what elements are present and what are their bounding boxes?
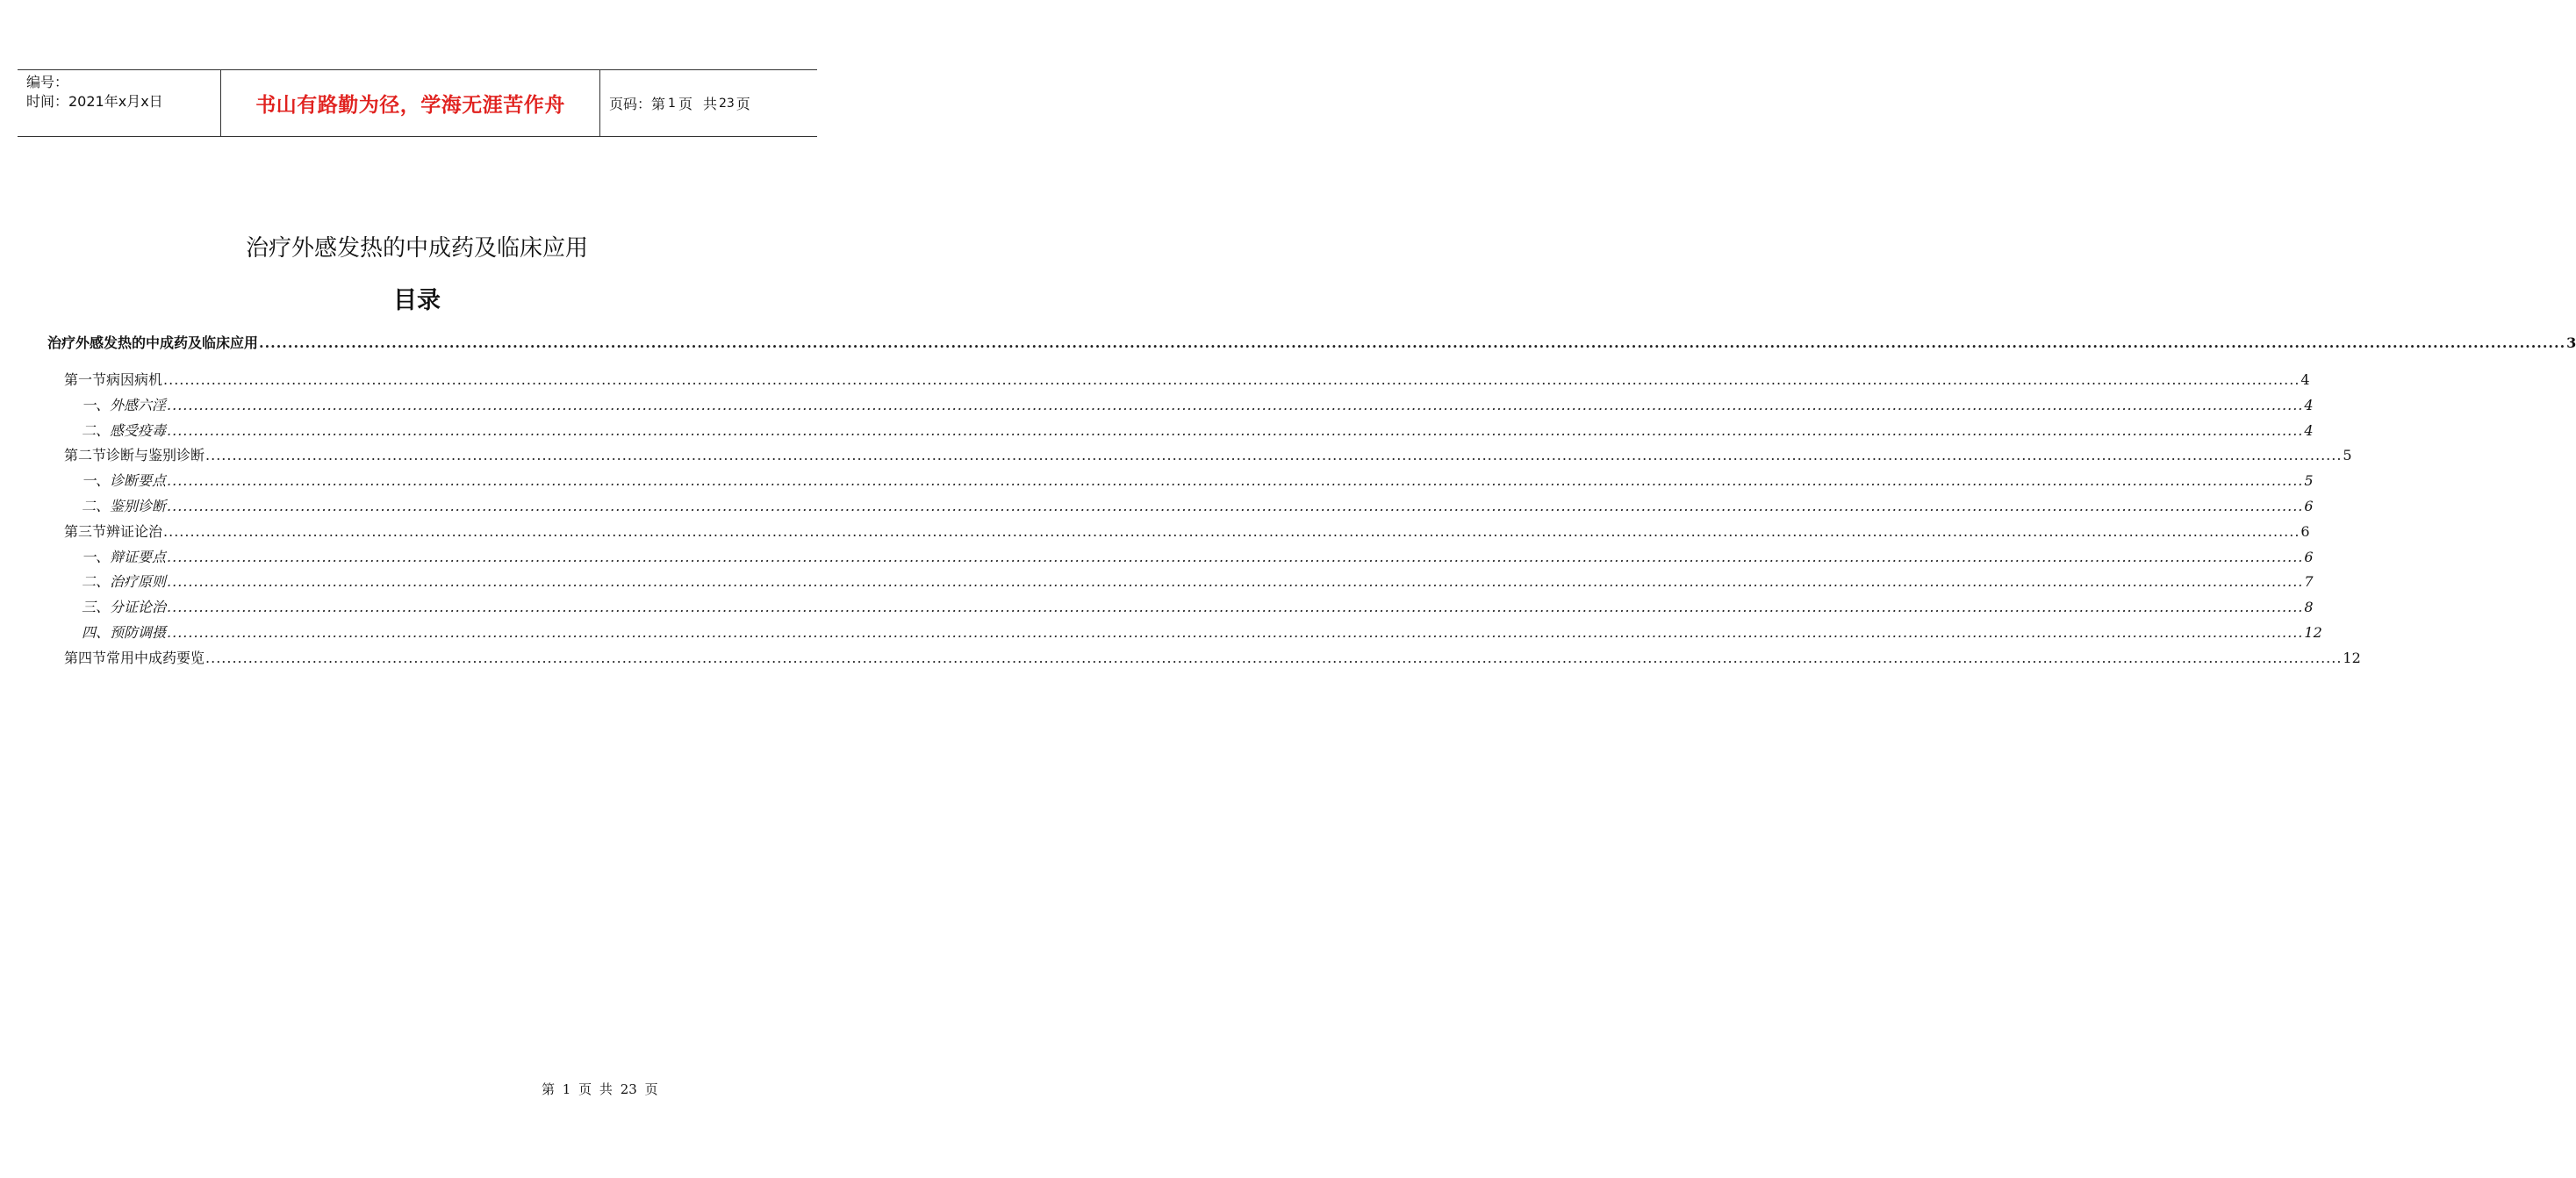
toc-leader-dots: ................................................................................................................................................................................................................................................................................................................................................................................................................ [167,396,2304,413]
page-suffix: 页 [735,96,750,112]
toc-entry-title: 常用中成药要览 [106,649,205,666]
toc-page-number: 6 [2300,522,2310,540]
toc-entry-label: 一、诊断要点 [82,472,167,490]
toc-entry-label: 一、辩证要点 [82,548,167,565]
toc-page-number: 3 [2566,334,2576,351]
page-header [18,69,817,137]
header-meta [18,70,221,136]
toc-leader-dots: ................................................................................................................................................................................................................................................................................................................................................................................................................ [205,649,2343,666]
toc-entry[interactable] [47,621,2322,647]
toc-page-number: 4 [2304,421,2314,439]
toc-leader-dots: ................................................................................................................................................................................................................................................................................................................................................................................................................ [167,599,2304,616]
page-mid: 页 [678,96,692,112]
page-current: 1 [668,96,676,111]
toc-entry[interactable] [47,546,2314,571]
table-of-contents [47,332,2576,672]
toc-leader-dots: ................................................................................................................................................................................................................................................................................................................................................................................................................ [167,573,2304,591]
toc-leader-dots: ................................................................................................................................................................................................................................................................................................................................................................................................................ [167,623,2304,641]
toc-entry-title: 病因病机 [106,371,163,388]
toc-entry[interactable] [47,470,2314,495]
toc-leader-dots: ................................................................................................................................................................................................................................................................................................................................................................................................................ [167,472,2304,490]
time-label: 时间：2021年x月x日 [26,93,163,110]
toc-entry[interactable] [47,647,2361,672]
toc-entry-label: 一、外感六淫 [82,396,167,413]
toc-page-number: 12 [2343,649,2361,666]
toc-entry[interactable] [47,444,2352,470]
toc-entry[interactable] [47,394,2314,420]
toc-leader-dots: ................................................................................................................................................................................................................................................................................................................................................................................................................ [163,371,2300,388]
page-total: 23 [718,96,735,111]
toc-entry[interactable] [47,332,2576,369]
toc-entry[interactable] [47,571,2314,596]
header-motto-cell [221,70,600,136]
footer-prefix: 第 [542,1081,556,1097]
toc-leader-dots: ................................................................................................................................................................................................................................................................................................................................................................................................................ [259,334,2566,351]
toc-entry-label: 二、感受疫毒 [82,421,167,439]
toc-page-number: 4 [2304,396,2314,413]
footer-mid: 页 [578,1081,592,1097]
toc-entry[interactable] [47,596,2314,621]
toc-page-number: 5 [2304,472,2314,490]
toc-page-number: 7 [2304,573,2314,591]
toc-leader-dots: ................................................................................................................................................................................................................................................................................................................................................................................................................ [167,421,2304,439]
toc-entry-label: 治疗外感发热的中成药及临床应用 [47,334,259,351]
toc-heading: 目录 [393,287,441,314]
footer-total: 23 [620,1081,637,1097]
toc-entry-label: 三、分证论治 [82,599,167,616]
toc-page-number: 6 [2304,548,2314,565]
toc-entry-label: 第四节 [64,649,107,666]
page-footer [542,1080,658,1098]
toc-entry[interactable] [47,495,2314,521]
toc-page-number: 5 [2343,447,2352,464]
toc-entry-label: 四、预防调摄 [82,623,167,641]
motto-text: 书山有路勤为径，学海无涯苦作舟 [255,93,565,117]
footer-suffix: 页 [644,1081,658,1097]
toc-leader-dots: ................................................................................................................................................................................................................................................................................................................................................................................................................ [167,548,2304,565]
toc-leader-dots: ................................................................................................................................................................................................................................................................................................................................................................................................................ [167,497,2304,514]
toc-page-number: 4 [2300,371,2310,388]
toc-entry-label: 二、鉴别诊断 [82,497,167,514]
number-label: 编号： [26,74,69,90]
toc-entry[interactable] [47,420,2314,445]
toc-leader-dots: ................................................................................................................................................................................................................................................................................................................................................................................................................ [163,522,2300,540]
toc-page-number: 6 [2304,497,2314,514]
toc-entry[interactable] [47,369,2310,394]
toc-entry-label: 第二节 [64,447,107,464]
toc-entry-label: 二、治疗原则 [82,573,167,591]
document-title: 治疗外感发热的中成药及临床应用 [245,235,588,262]
header-page-info [600,70,817,136]
toc-page-number: 12 [2304,623,2322,641]
toc-entry[interactable] [47,521,2310,546]
toc-entry-title: 诊断与鉴别诊断 [106,447,205,464]
footer-total-prefix: 共 [599,1081,613,1097]
toc-entry-label: 第一节 [64,371,107,388]
toc-entry-title: 辨证论治 [106,522,163,540]
page-total-prefix: 共 [702,96,717,112]
toc-leader-dots: ................................................................................................................................................................................................................................................................................................................................................................................................................ [205,447,2343,464]
toc-page-number: 8 [2304,599,2314,616]
footer-current: 1 [562,1081,571,1097]
page-prefix: 页码：第 [609,96,666,112]
toc-entry-label: 第三节 [64,522,107,540]
